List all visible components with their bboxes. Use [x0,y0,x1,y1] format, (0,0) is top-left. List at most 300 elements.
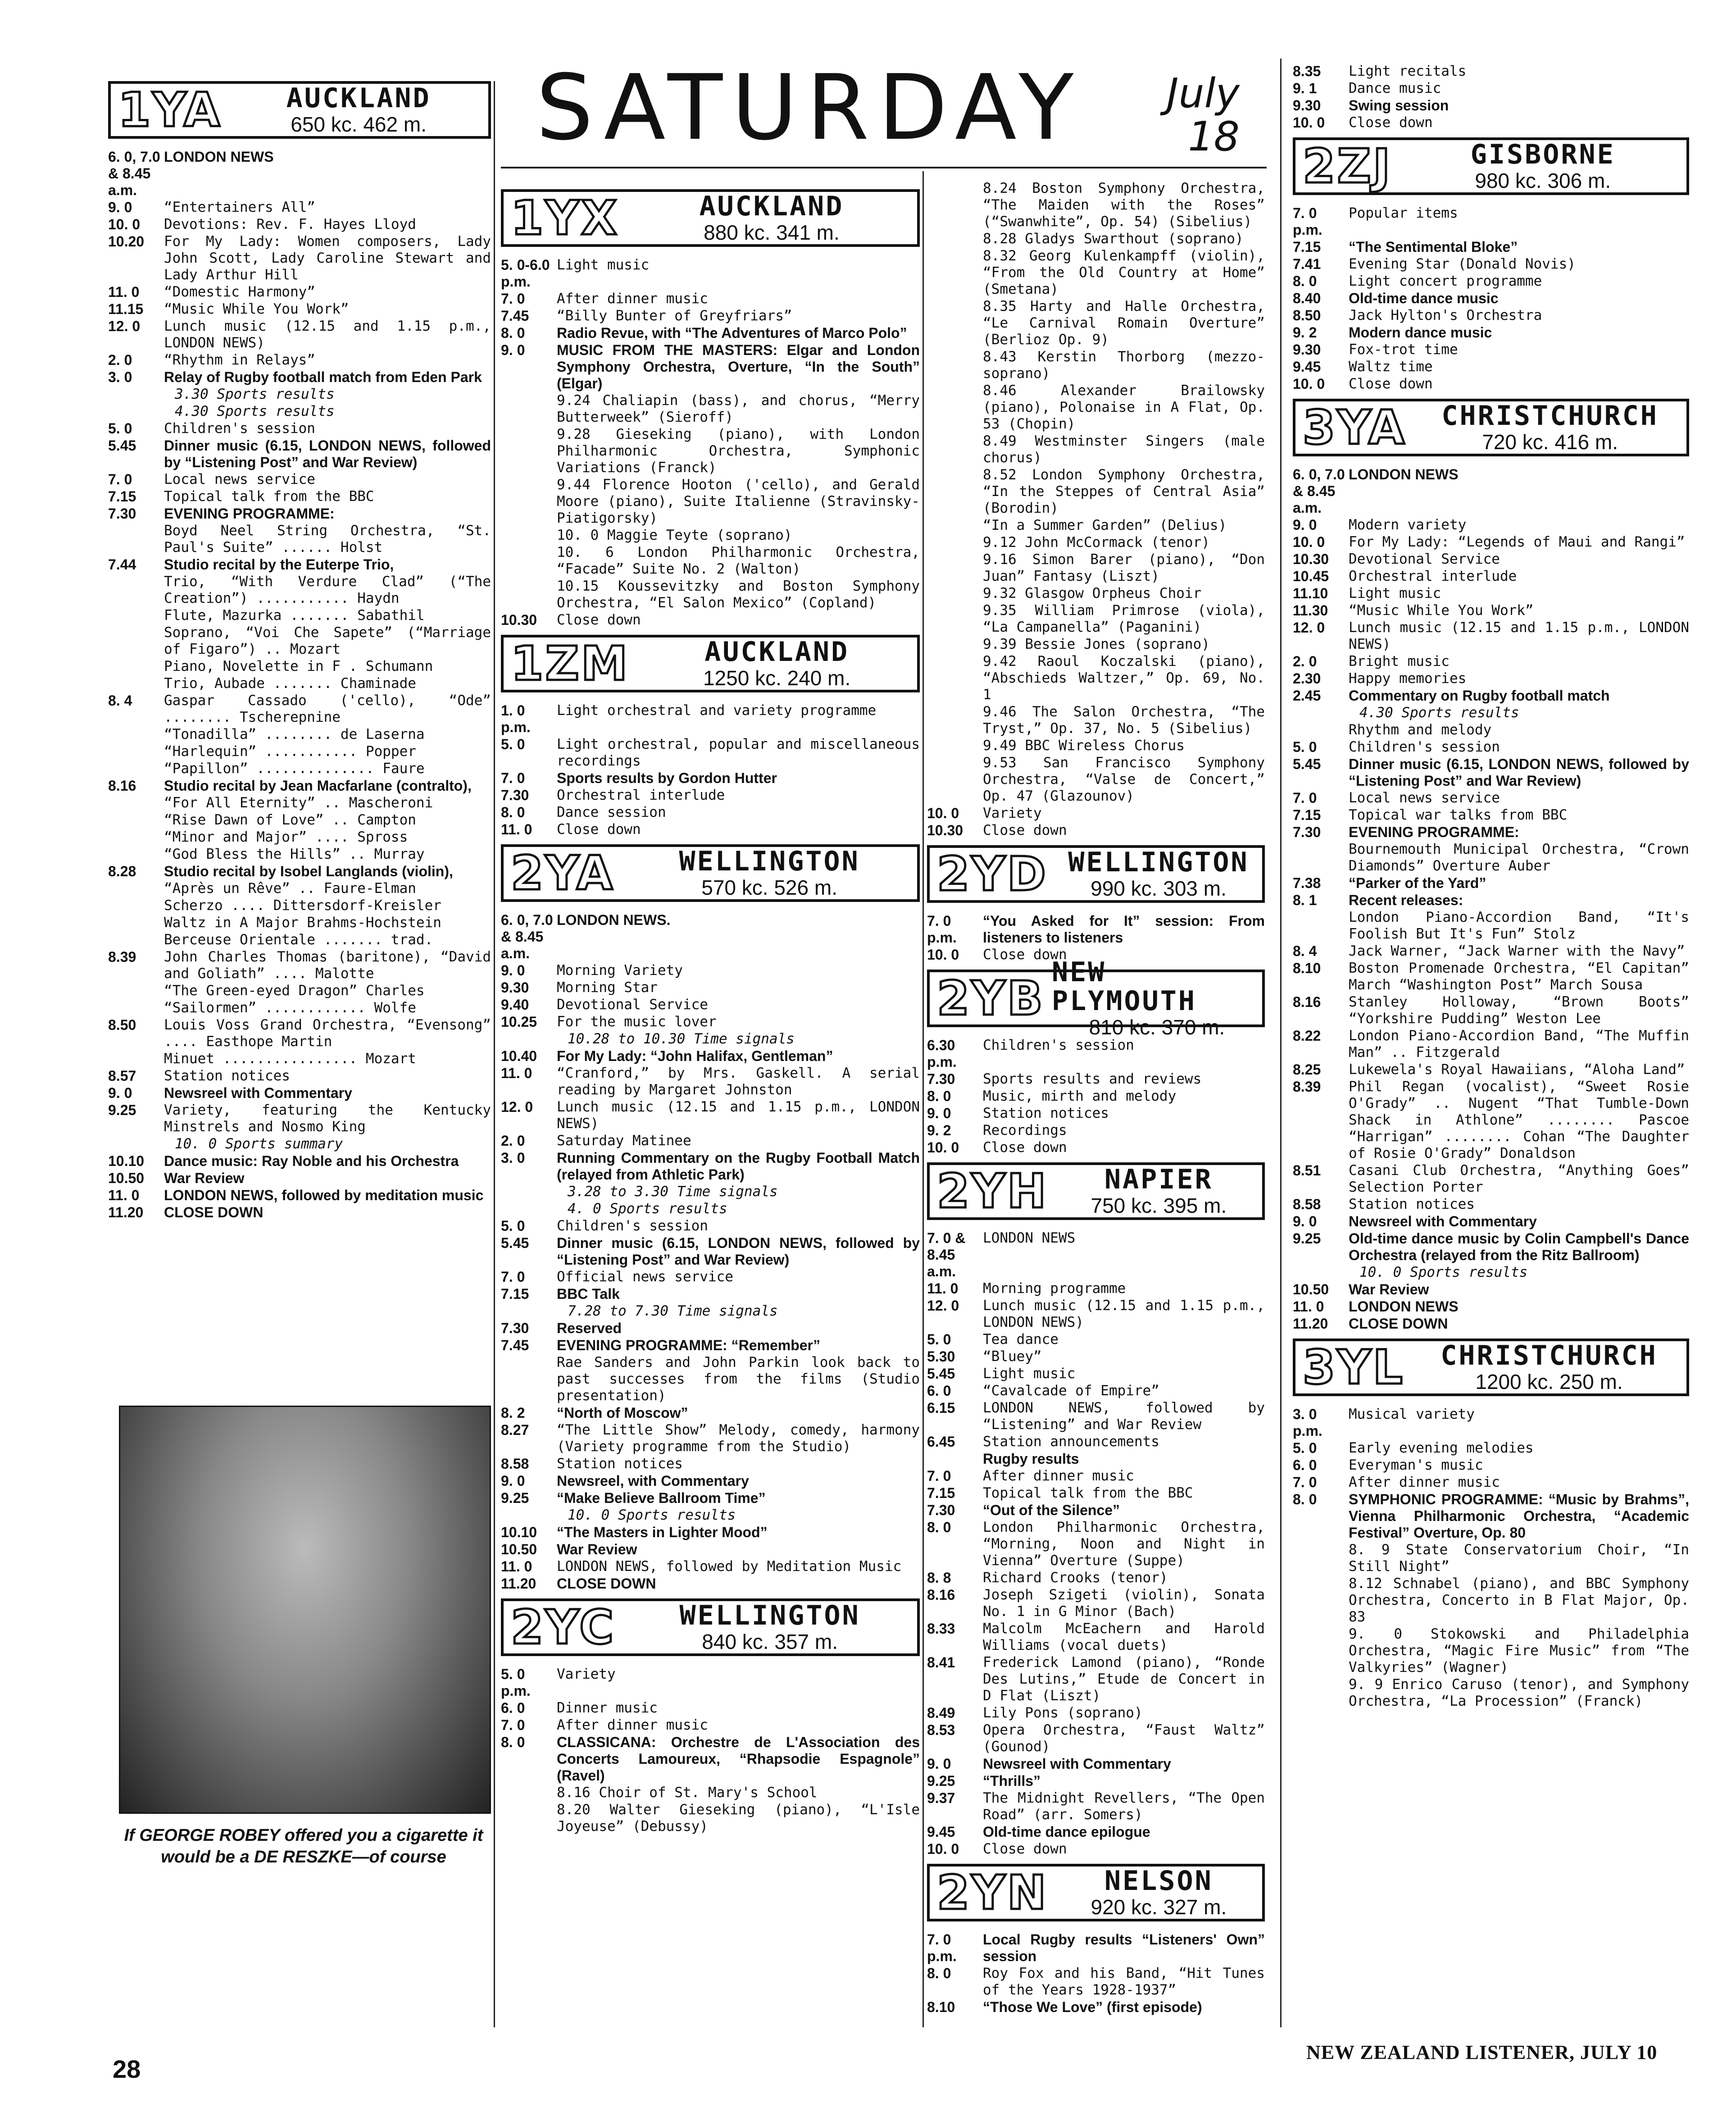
programme-item [927,704,1265,737]
programme-item [501,1405,920,1421]
station-info [1412,1341,1686,1393]
programme-time [501,544,557,578]
programme-time: 10. 0 [927,805,959,821]
programme-time [108,1136,164,1152]
programme-description: Soprano, “Voi Che Sapete” (“Marriage of Figaro”) .. Mozart [164,624,491,657]
programme-time: 10.30 [501,612,537,628]
programme-item [1293,534,1689,551]
programme-description: 9.28 Gieseking (piano), with London Philharmonic Orchestra, Symphonic Variations (Franck) [557,426,920,476]
programme-description: Light music [983,1366,1076,1382]
station-header [501,635,920,692]
programme-item [927,1331,1265,1348]
programme-item [927,382,1265,432]
programme-item [927,1451,1265,1467]
programme-description: Morning Variety [557,962,683,979]
station-2yb [927,956,1265,1156]
programme-description: “Tonadilla” ........ de Laserna [164,726,425,742]
programme-item [108,1153,491,1170]
programme-time: 7.15 [501,1286,529,1302]
programme-item [108,897,491,914]
programme-description: MUSIC FROM THE MASTERS: Elgar and London Symphony Orchestra, Overture, “In the South” (Elgar) [557,342,920,392]
programme-item [501,1235,920,1268]
station-header [1293,1338,1689,1396]
programme-item [1293,653,1689,670]
programme-description: Malcolm McEachern and Harold Williams (vocal duets) [983,1621,1265,1653]
programme-description: Newsreel, with Commentary [557,1473,749,1489]
programme-description: BBC Talk [557,1286,620,1302]
programme-time: 2. 0 [1293,653,1317,669]
station-info [1055,1867,1262,1919]
programme-time: 8.50 [1293,307,1321,323]
programme-description: John Charles Thomas (baritone), “David and Goliath” .... Malotte [164,949,491,982]
programme-time: 7.41 [1293,256,1321,272]
programme-description: Minuet ................ Mozart [164,1051,416,1067]
programme-time [1293,1264,1349,1281]
programme-description: 9.32 Glasgow Orpheus Choir [983,585,1202,601]
programme-time: 3. 0 p.m. [1293,1406,1322,1439]
programme-item [927,585,1265,602]
programme-time: 9. 0 [108,1085,132,1101]
programme-time [927,737,983,754]
programme-item [1293,290,1689,307]
programme-description: Lunch music (12.15 and 1.15 p.m., LONDON NEWS) [557,1099,920,1132]
programme-time: 8.39 [1293,1079,1321,1095]
programme-time [108,795,164,811]
programme-time: 11. 0 [1293,1298,1324,1315]
programme-item [1293,324,1689,341]
programme-description: Lunch music (12.15 and 1.15 p.m., LONDON NEWS) [983,1297,1265,1330]
programme-time: 8.28 [108,863,136,879]
column-rule-3 [1280,59,1282,2027]
programme-item [108,437,491,471]
station-frequency: 810 kc. 370 m. [1089,1015,1225,1039]
programme-item [501,1133,920,1149]
programme-time [1293,841,1349,874]
programme-item [108,624,491,658]
programme-item [108,216,491,233]
programme-description: 3.30 Sports results [175,386,335,402]
programme-time: 6. 0, 7.0 & 8.45 a.m. [108,149,160,198]
station-info [623,1601,917,1653]
programme-time: 9.30 [1293,97,1321,114]
programme-time: 6. 0 [1293,1457,1317,1473]
programme-time: 11.20 [1293,1316,1328,1332]
station-frequency: 1200 kc. 250 m. [1475,1370,1623,1393]
programme-time: 10.25 [501,1014,537,1030]
programme-item [927,1139,1265,1156]
programme-description: Studio recital by Isobel Langlands (violin), [164,863,453,879]
programme-time: 9. 0 [927,1105,951,1121]
programme-time: 10. 0 [108,216,141,232]
programme-item [1293,841,1689,874]
programme-time [927,382,983,432]
programme-description: “Music While You Work” [164,301,349,317]
programme-item [108,863,491,880]
programme-description: “Those We Love” (first episode) [983,1999,1202,2015]
programme-time: 8. 0 [1293,1491,1317,1507]
programme-time: 7. 0 [108,471,132,487]
programme-item [1293,97,1689,114]
programme-description: Children's session [557,1218,708,1234]
programme-item [108,607,491,624]
programme-time: 5.45 [1293,756,1321,772]
programme-time: 9.45 [1293,359,1321,375]
programme-item [927,822,1265,839]
station-city: AUCKLAND [286,82,431,114]
programme-description: 8.20 Walter Gieseking (piano), “L'Isle Joyeuse” (Debussy) [557,1802,920,1835]
programme-time: 9. 0 [1293,1213,1317,1229]
programme-description: Topical talk from the BBC [164,488,374,505]
programme-description: “Minor and Major” .... Spross [164,829,408,845]
programme-time: 8.40 [1293,290,1321,306]
programme-description: For My Lady: Women composers, Lady John Scott, Lady Caroline Stewart and Lady Arthur Hill [164,233,491,283]
column-4 [1293,63,1689,1716]
station-call-sign: 2YH [937,1164,1048,1219]
programme-item [108,983,491,999]
programme-item [1293,1457,1689,1474]
programme-time: 5.45 [927,1366,955,1382]
programme-description: 8.24 Boston Symphony Orchestra, “The Maiden with the Roses” (“Swanwhite”, Op. 54) (Sibelius) [983,180,1265,230]
programme-description: Local news service [1349,790,1500,806]
programme-item [501,477,920,527]
programme-description: Modern dance music [1349,324,1492,341]
month: July [1167,70,1240,117]
programme-time [501,527,557,544]
programme-item [108,675,491,692]
programme-description: London Piano-Accordion Band, “The Muffin Man” .. Fitzgerald [1349,1028,1689,1061]
programme-description: Lily Pons (soprano) [983,1705,1143,1721]
programme-time [927,467,983,517]
programme-time: 9. 0 [501,1473,525,1489]
station-city: CHRISTCHURCH [1441,400,1659,432]
programme-time [927,180,983,230]
station-call-sign: 2ZJ [1303,139,1392,194]
programme-time: 7. 0 p.m. [927,913,957,946]
programme-description: “The Sentimental Bloke” [1349,239,1518,255]
programme-time [927,551,983,585]
station-header [501,844,920,902]
programme-description: LONDON NEWS [983,1230,1076,1246]
programme-time: 12. 0 [108,318,141,334]
programme-time [108,386,164,403]
programme-time [501,477,557,527]
programme-time: 10.40 [501,1048,537,1064]
programme-time [1293,1626,1349,1676]
programme-time: 6.30 p.m. [927,1037,957,1070]
programme-description: Dinner music (6.15, LONDON NEWS, followed by “Listening Post” and War Review) [557,1235,920,1268]
programme-time [108,915,164,931]
programme-time: 10.45 [1293,568,1329,584]
programme-description: For My Lady: “Legends of Maui and Rangi” [1349,534,1685,550]
date: 18 [1188,113,1240,160]
programme-item [501,1717,920,1734]
programme-description: Variety [557,1666,616,1682]
programme-description: Children's session [983,1037,1134,1053]
station-city: NEW PLYMOUTH [1051,956,1196,1017]
programme-item [1293,1406,1689,1439]
programme-time: 1. 0 p.m. [501,702,531,735]
programme-item [1293,1474,1689,1491]
station-2yd [927,845,1265,963]
programme-description: “Cavalcade of Empire” [983,1383,1159,1399]
programme-description: 10. 0 Sports summary [175,1136,343,1152]
programme-time: 8.57 [108,1068,136,1084]
programme-item [501,1099,920,1132]
programme-item [1293,824,1689,841]
programme-item [108,301,491,318]
programme-time [927,517,983,534]
programme-item [927,248,1265,298]
programme-description: Evening Star (Donald Novis) [1349,256,1576,272]
programme-item [1293,239,1689,255]
station-frequency: 990 kc. 303 m. [1091,877,1227,900]
programme-description: 8.16 Choir of St. Mary's School [557,1785,818,1801]
programme-item [927,1434,1265,1450]
programme-description: Lunch music (12.15 and 1.15 p.m., LONDON NEWS) [1349,619,1689,652]
programme-item [501,962,920,979]
page-number: 28 [113,2055,141,2083]
programme-description: Orchestral interlude [557,787,725,803]
programme-description: Roy Fox and his Band, “Hit Tunes of the Years 1928-1937” [983,1965,1265,1998]
programme-item [108,1068,491,1084]
programme-description: For My Lady: “John Halifax, Gentleman” [557,1048,833,1064]
programme-description: Station notices [983,1105,1109,1121]
programme-time [927,349,983,382]
programme-description: “The Masters in Lighter Mood” [557,1524,768,1540]
programme-description: Gaspar Cassado ('cello), “Ode” ........ Tscherepnine [164,692,491,725]
programme-item [501,804,920,821]
programme-item [1293,1162,1689,1196]
programme-item [1293,1542,1689,1575]
programme-item [501,1666,920,1699]
station-header [927,1864,1265,1921]
programme-item [501,1473,920,1489]
programme-item [108,778,491,794]
programme-item [927,1519,1265,1569]
programme-item [1293,687,1689,704]
programme-item [108,420,491,437]
programme-description: “You Asked for It” session: From listeners to listeners [983,913,1265,946]
programme-description: Studio recital by the Euterpe Trio, [164,556,394,573]
programme-item [927,1366,1265,1382]
programme-description: Close down [557,612,641,628]
programme-time: 6.15 [927,1400,955,1416]
programme-time [927,298,983,348]
programme-description: After dinner music [1349,1474,1500,1490]
programme-item [927,1654,1265,1704]
programme-item [108,505,491,522]
programme-time: 10. 0 [927,1841,959,1857]
programme-description: 9.49 BBC Wireless Chorus [983,737,1185,754]
programme-time: 2. 0 [108,352,132,368]
station-info [622,847,917,899]
programme-time: 10.50 [108,1170,145,1186]
programme-item [501,392,920,426]
station-city: WELLINGTON [679,846,860,877]
programme-description: Rae Sanders and John Parkin look back to past successes from the films (Studio presentation) [557,1354,920,1404]
portrait-photo [119,1406,491,1814]
station-frequency: 1250 kc. 240 m. [703,666,851,690]
programme-item [501,1456,920,1472]
programme-time [108,726,164,743]
programme-time [501,1184,557,1200]
programme-description: 8.12 Schnabel (piano), and BBC Symphony Orchestra, Concerto in B Flat Major, Op. 83 [1349,1575,1689,1625]
programme-time: 9. 2 [927,1122,951,1138]
programme-item [927,1230,1265,1280]
programme-description: Jack Hylton's Orchestra [1349,307,1542,323]
programme-description: Modern variety [1349,517,1467,533]
programme-description: 8.49 Westminster Singers (male chorus) [983,433,1265,466]
station-2yc [501,1598,920,1835]
programme-time [108,897,164,914]
programme-description: Topical talk from the BBC [983,1485,1193,1501]
programme-description: War Review [557,1541,637,1557]
programme-time [1293,722,1349,738]
column-3 [927,180,1265,2022]
programme-time [501,1354,557,1404]
station-city: NELSON [1104,1865,1213,1897]
programme-time [927,636,983,653]
programme-time: 6. 0, 7.0 & 8.45 a.m. [501,912,553,961]
programme-description: Stanley Holloway, “Brown Boots” “Yorkshire Pudding” Weston Lee [1349,994,1689,1027]
station-2yh [927,1162,1265,1857]
programme-time: 10.30 [1293,551,1329,567]
programme-time: 11. 0 [927,1280,959,1297]
station-info [1051,956,1262,1039]
programme-time: 9.25 [108,1102,136,1118]
programme-time [501,1785,557,1801]
programme-description: Orchestral interlude [1349,568,1517,584]
programme-time: 7. 0 [1293,790,1317,806]
programme-description: 10. 0 Maggie Teyte (soprano) [557,527,792,543]
day-title: SATURDAY [536,55,1083,160]
programme-description: Close down [983,947,1067,963]
programme-item [927,1280,1265,1297]
programme-time: 10.30 [927,822,963,838]
station-continued [1293,63,1689,131]
programme-description: “Cranford,” by Mrs. Gaskell. A serial reading by Margaret Johnston [557,1065,920,1098]
programme-description: “Bluey” [983,1348,1042,1365]
programme-item [927,636,1265,653]
programme-time: 9. 2 [1293,324,1317,341]
programme-time [108,983,164,999]
station-info [229,84,488,136]
programme-description: Studio recital by Jean Macfarlane (contralto), [164,778,472,794]
programme-description: Sports results by Gordon Hutter [557,770,777,786]
programme-item [927,298,1265,348]
programme-item [501,1065,920,1098]
programme-time [927,585,983,602]
programme-description: Newsreel with Commentary [983,1756,1171,1772]
programme-description: Everyman's music [1349,1457,1483,1473]
programme-item [927,1756,1265,1772]
programme-item [501,426,920,476]
programme-item [927,755,1265,805]
programme-time [927,248,983,298]
station-2yn [927,1864,1265,2016]
programme-time: 7.44 [108,556,136,573]
programme-time: 11. 0 [501,1558,532,1575]
programme-time: 9. 1 [1293,80,1317,96]
programme-item [501,1541,920,1558]
station-call-sign: 2YB [937,971,1045,1026]
programme-item [108,829,491,846]
programme-time: 7.30 [927,1071,955,1087]
programme-item [108,1170,491,1187]
programme-time [1293,909,1349,942]
programme-item [108,318,491,351]
programme-item [108,233,491,283]
programme-item [927,1105,1265,1122]
programme-item [927,1088,1265,1105]
programme-description: “The Green-eyed Dragon” Charles [164,983,425,999]
programme-item [927,1502,1265,1519]
programme-time: 12. 0 [927,1297,959,1314]
programme-time: 8.58 [501,1456,529,1472]
programme-description: Waltz in A Major Brahms-Hochstein [164,915,441,931]
programme-item [927,1705,1265,1721]
programme-time: 7.30 [108,505,136,522]
photo-caption: If GEORGE ROBEY offered you a cigarette it would be a DE RESZKE—of course [124,1826,483,1867]
station-1yx [501,189,920,628]
programme-time [108,607,164,624]
programme-time: 10. 0 [1293,376,1325,392]
programme-item [108,471,491,488]
programme-description: Reserved [557,1320,622,1336]
programme-item [927,1587,1265,1620]
programme-time: 8. 4 [108,692,132,709]
programme-description: London Piano-Accordion Band, “It's Foolish But It's Fun” Stolz [1349,909,1689,942]
programme-time: 9.30 [501,979,529,996]
programme-description: Piano, Novelette in F . Schumann [164,658,433,674]
programme-item [501,1337,920,1354]
programme-description: Dance music: Ray Noble and his Orchestra [164,1153,459,1169]
programme-description: After dinner music [983,1468,1134,1484]
programme-item [501,257,920,290]
programme-description: Rhythm and melody [1349,722,1492,738]
programme-description: 10. 6 London Philharmonic Orchestra, “Facade” Suite No. 2 (Walton) [557,544,920,577]
programme-description: For the music lover [557,1014,717,1030]
programme-time: 8.25 [1293,1061,1321,1078]
programme-item [927,653,1265,703]
programme-time: 7.30 [501,787,529,803]
station-2zj [1293,137,1689,392]
programme-time: 5. 0-6.0 p.m. [501,257,550,290]
programme-time [927,231,983,247]
programme-description: Dinner music (6.15, LONDON NEWS, followed by “Listening Post” and War Review) [164,437,491,470]
programme-time: 6. 0 [501,1700,525,1716]
programme-item [108,523,491,556]
programme-item [1293,943,1689,960]
programme-item [927,517,1265,534]
programme-description: Berceuse Orientale ....... trad. [164,932,433,948]
programme-time: 8.27 [501,1422,529,1438]
programme-item [501,1031,920,1047]
programme-time: 7. 0 [501,291,525,307]
programme-item [927,467,1265,517]
station-call-sign: 1YX [511,191,619,246]
programme-item [501,787,920,804]
programme-item [1293,256,1689,273]
programme-description: Devotions: Rev. F. Hayes Lloyd [164,216,416,232]
station-call-sign: 2YD [937,847,1048,901]
programme-description: Light orchestral and variety programme [557,702,877,719]
programme-item [108,880,491,897]
station-2ya [501,844,920,1592]
programme-time: 9. 0 [108,199,132,215]
station-call-sign: 3YL [1303,1340,1404,1395]
programme-item [1293,1061,1689,1078]
